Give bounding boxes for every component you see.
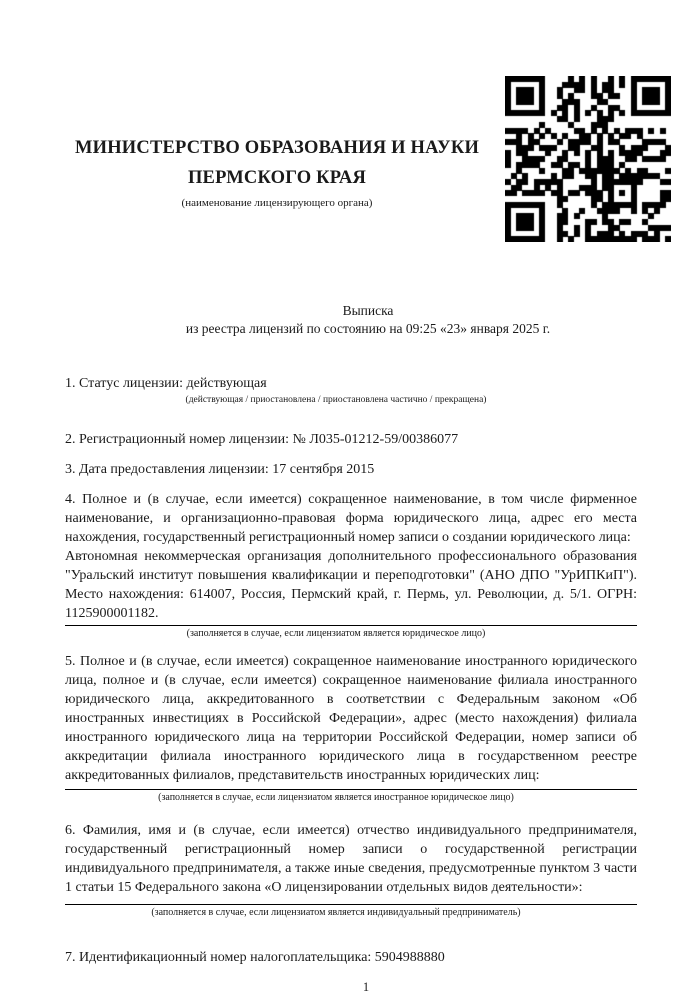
ministry-name-line1: МИНИСТЕРСТВО ОБРАЗОВАНИЯ И НАУКИ (74, 138, 480, 158)
entrepreneur-caption: (заполняется в случае, если лицензиатом является индивидуальный предприниматель) (151, 907, 521, 918)
divider-entrepreneur (65, 904, 637, 905)
document-title (65, 302, 637, 338)
qr-code (505, 76, 671, 242)
license-status-caption: (действующая / приостановлена / приостановлена частично / прекращена) (185, 395, 487, 405)
title-line1: Выписка (342, 303, 394, 318)
entrepreneur-label: 6. Фамилия, имя и (в случае, если имеется) отчество индивидуального предпринимателя, государственный регистрационный номер записи о государственной регистрации индивидуального предпринимателя, а также иные сведения, предусмотренные пунктом 3 части 1 статьи 15 Федерального закона «О лицензировании отдельных видов деятельности»: (65, 823, 637, 895)
license-grant-date: 3. Дата предоставления лицензии: 17 сентября 2015 (65, 462, 375, 477)
page-number: 1 (362, 980, 370, 994)
title-line2: из реестра лицензий по состоянию на 09:25 «23» января 2025 г. (185, 321, 551, 336)
ministry-name-line2: ПЕРМСКОГО КРАЯ (187, 168, 367, 188)
license-status: 1. Статус лицензии: действующая (65, 376, 267, 391)
foreign-entity-label: 5. Полное и (в случае, если имеется) сокращенное наименование иностранного юридического лица, полное и (в случае, если имеется) сокращенное наименование филиала иностранного юридического лица, аккредитованного в соответствии с Федеральным законом «Об иностранных инвестициях в Российской Федерации», адрес (место нахождения) филиала иностранного юридического лица на территории Российской Федерации, номер записи об аккредитации филиала иностранного юридического лица в государственном реестре аккредитованных филиалов, представительств иностранных юридических лиц: (65, 654, 637, 783)
divider-legal-entity (65, 625, 637, 626)
legal-entity-caption: (заполняется в случае, если лицензиатом является юридическое лицо) (186, 628, 486, 639)
taxpayer-id: 7. Идентификационный номер налогоплательщика: 5904988880 (65, 950, 445, 965)
legal-entity-value: Автономная некоммерческая организация дополнительного профессионального образования "Уральский институт повышения квалификации и переподготовки" (АНО ДПО "УрИПКиП"). Место нахождения: 614007, Россия, Пермский край, г. Пермь, ул. Революции, д. 5/1. ОГРН: 1125900001182. (65, 549, 637, 621)
legal-entity-label: 4. Полное и (в случае, если имеется) сокращенное наименование, в том числе фирменное наименование, и организационно-правовая форма юридического лица, адрес его места нахождения, государственный регистрационный номер записи о создании юридического лица: (65, 492, 637, 545)
qr-code-image (505, 76, 671, 242)
license-reg-number: 2. Регистрационный номер лицензии: № Л035-01212-59/00386077 (65, 432, 459, 447)
divider-foreign-entity (65, 789, 637, 790)
foreign-entity-caption: (заполняется в случае, если лицензиатом является иностранное юридическое лицо) (158, 792, 514, 803)
ministry-header (65, 0, 489, 210)
ministry-caption: (наименование лицензирующего органа) (181, 197, 373, 209)
